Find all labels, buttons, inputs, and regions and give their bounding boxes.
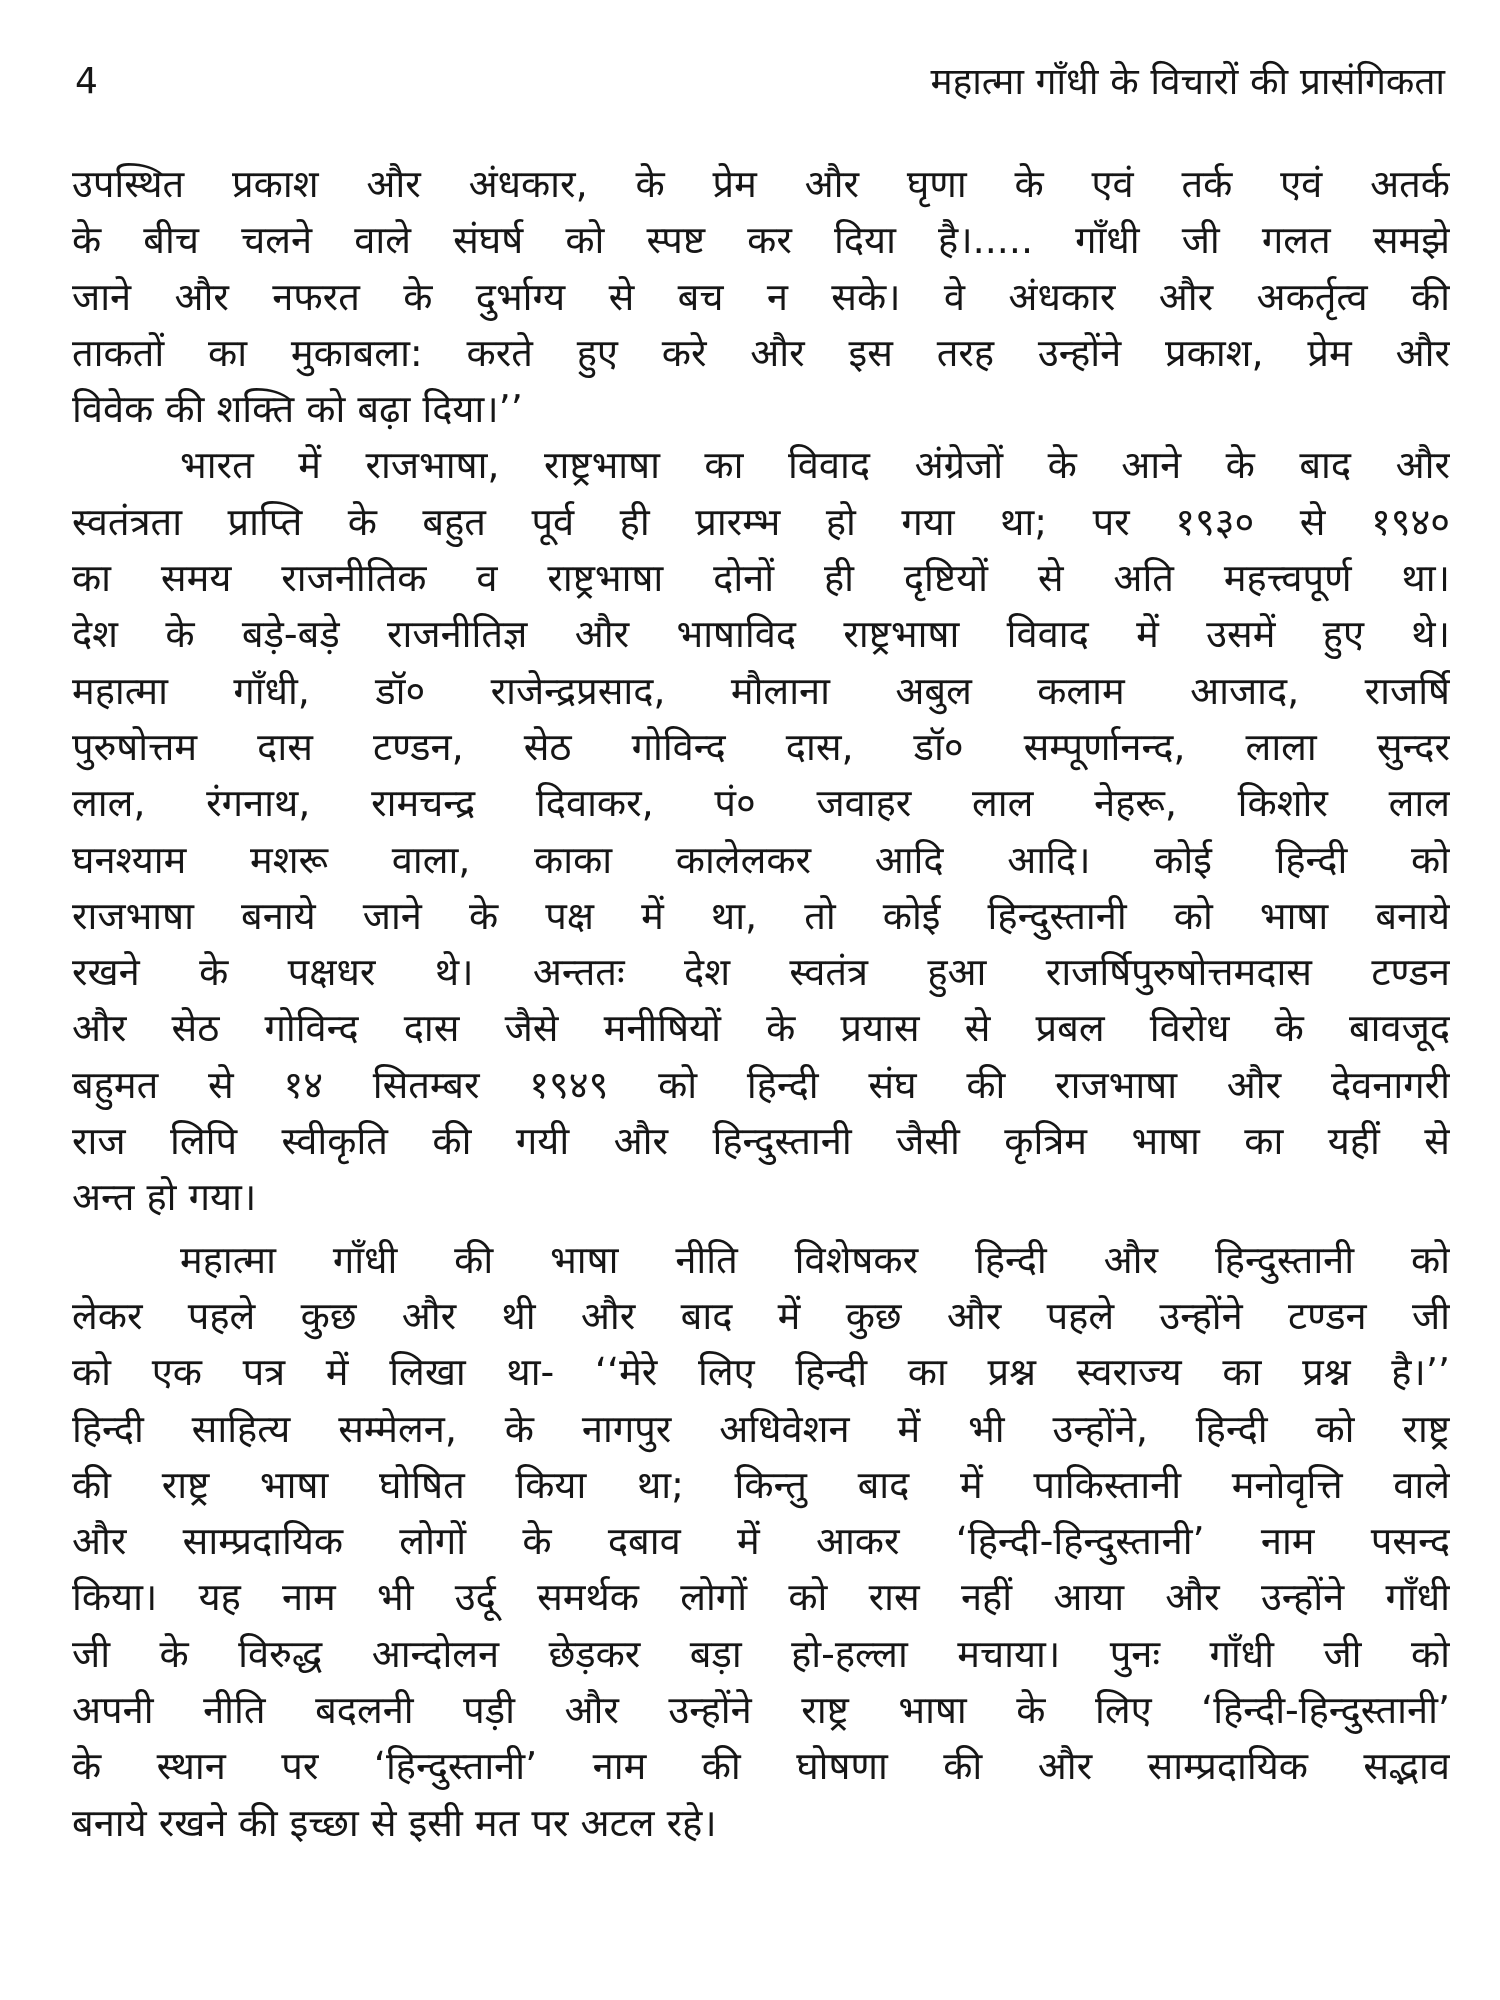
paragraph-1 [72, 156, 1450, 437]
text-line: स्वतंत्रता प्राप्ति के बहुत पूर्व ही प्रारम्भ हो गया था; पर १९३० से १९४० [72, 499, 1450, 544]
text-line: उपस्थित प्रकाश और अंधकार, के प्रेम और घृणा के एवं तर्क एवं अतर्क [72, 162, 1450, 206]
page-number: 4 [75, 61, 98, 102]
text-line: पुरुषोत्तम दास टण्डन, सेठ गोविन्द दास, डॉ० सम्पूर्णानन्द, लाला सुन्दर [72, 724, 1450, 769]
text-line: विवेक की शक्ति को बढ़ा दिया।’’ [72, 387, 523, 432]
text-line: देश के बड़े-बड़े राजनीतिज्ञ और भाषाविद राष्ट्रभाषा विवाद में उसमें हुए थे। [72, 612, 1450, 657]
text-line: बहुमत से १४ सितम्बर १९४९ को हिन्दी संघ की राजभाषा और देवनागरी [72, 1062, 1450, 1107]
body-text [72, 156, 1450, 1851]
text-line: राजभाषा बनाये जाने के पक्ष में था, तो कोई हिन्दुस्तानी को भाषा बनाये [72, 893, 1450, 938]
text-line: रखने के पक्षधर थे। अन्ततः देश स्वतंत्र हुआ राजर्षिपुरुषोत्तमदास टण्डन [72, 950, 1450, 995]
text-line: के बीच चलने वाले संघर्ष को स्पष्ट कर दिया है।..... गाँधी जी गलत समझे [72, 218, 1450, 263]
text-line: को एक पत्र में लिखा था- ‘‘मेरे लिए हिन्दी का प्रश्न स्वराज्य का प्रश्न है।’’ [72, 1350, 1450, 1395]
text-line: और सेठ गोविन्द दास जैसे मनीषियों के प्रयास से प्रबल विरोध के बावजूद [72, 1006, 1450, 1051]
text-line: के स्थान पर ‘हिन्दुस्तानी’ नाम की घोषणा की और साम्प्रदायिक सद्भाव [72, 1744, 1450, 1789]
text-line: घनश्याम मशरू वाला, काका कालेलकर आदि आदि। कोई हिन्दी को [72, 837, 1450, 882]
text-line: भारत में राजभाषा, राष्ट्रभाषा का विवाद अंग्रेजों के आने के बाद और [180, 443, 1450, 488]
text-line: अन्त हो गया। [72, 1175, 257, 1220]
text-line: लेकर पहले कुछ और थी और बाद में कुछ और पहले उन्होंने टण्डन जी [72, 1293, 1450, 1338]
text-line: की राष्ट्र भाषा घोषित किया था; किन्तु बाद में पाकिस्तानी मनोवृत्ति वाले [72, 1462, 1450, 1507]
text-line: महात्मा गाँधी, डॉ० राजेन्द्रप्रसाद, मौलाना अबुल कलाम आजाद, राजर्षि [72, 668, 1450, 713]
text-line: ताकतों का मुकाबला: करते हुए करे और इस तरह उन्होंने प्रकाश, प्रेम और [72, 330, 1450, 375]
text-line: हिन्दी साहित्य सम्मेलन, के नागपुर अधिवेशन में भी उन्होंने, हिन्दी को राष्ट्र [72, 1406, 1450, 1451]
paragraph-3 [72, 1232, 1450, 1851]
text-line: लाल, रंगनाथ, रामचन्द्र दिवाकर, पं० जवाहर लाल नेहरू, किशोर लाल [72, 781, 1450, 826]
text-line: राज लिपि स्वीकृति की गयी और हिन्दुस्तानी जैसी कृत्रिम भाषा का यहीं से [72, 1119, 1450, 1164]
text-line: और साम्प्रदायिक लोगों के दबाव में आकर ‘हिन्दी-हिन्दुस्तानी’ नाम पसन्द [72, 1519, 1450, 1564]
text-line: जी के विरुद्ध आन्दोलन छेड़कर बड़ा हो-हल्ला मचाया। पुनः गाँधी जी को [72, 1631, 1450, 1676]
page-header [75, 58, 1445, 118]
text-line: अपनी नीति बदलनी पड़ी और उन्होंने राष्ट्र भाषा के लिए ‘हिन्दी-हिन्दुस्तानी’ [72, 1688, 1450, 1733]
running-title: महात्मा गाँधी के विचारों की प्रासंगिकता [930, 60, 1445, 103]
text-line: बनाये रखने की इच्छा से इसी मत पर अटल रहे। [72, 1800, 717, 1845]
text-line: महात्मा गाँधी की भाषा नीति विशेषकर हिन्दी और हिन्दुस्तानी को [180, 1237, 1450, 1282]
paragraph-2 [72, 437, 1450, 1225]
text-line: किया। यह नाम भी उर्दू समर्थक लोगों को रास नहीं आया और उन्होंने गाँधी [72, 1575, 1450, 1620]
text-line: का समय राजनीतिक व राष्ट्रभाषा दोनों ही दृष्टियों से अति महत्त्वपूर्ण था। [72, 556, 1450, 601]
text-line: जाने और नफरत के दुर्भाग्य से बच न सके। वे अंधकार और अकर्तृत्व की [72, 274, 1450, 319]
